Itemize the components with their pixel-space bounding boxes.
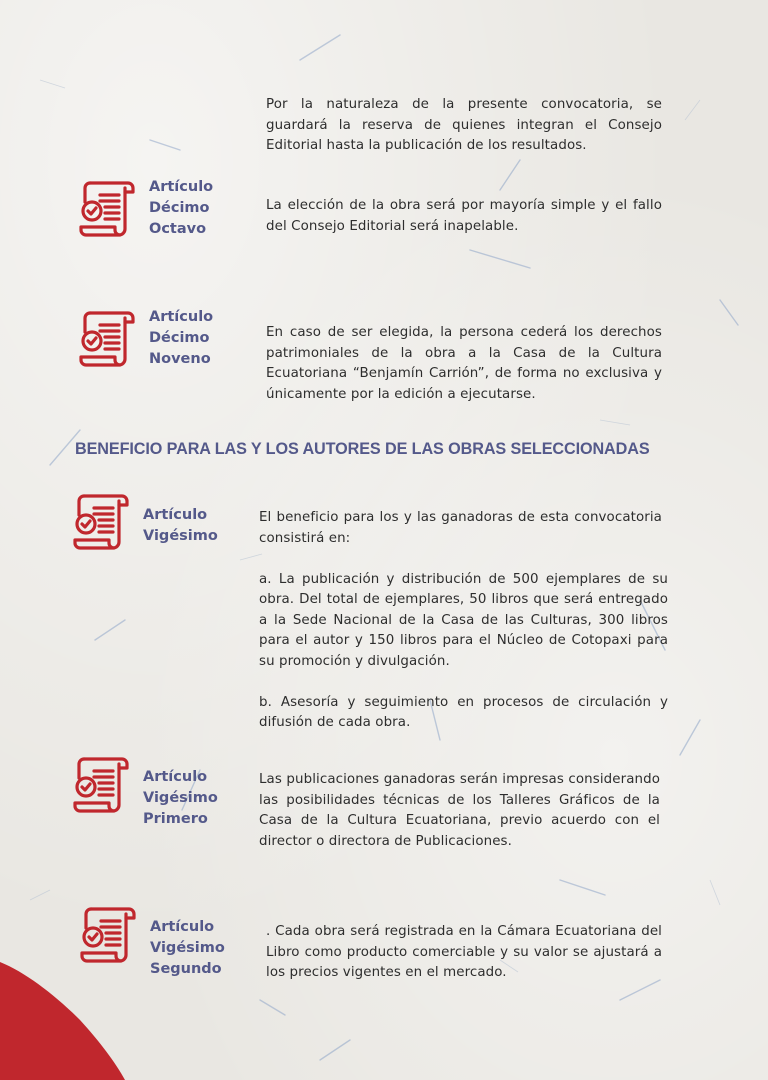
label-line: Vigésimo [150, 940, 225, 956]
article-body [259, 508, 668, 734]
article-body [266, 323, 662, 405]
label-line: Artículo [143, 507, 208, 523]
article-body [266, 922, 662, 984]
label-line: Artículo [143, 769, 208, 785]
paragraph: . Cada obra será registrada en la Cámara Ecuatoriana del Libro como producto comerciable y su valor se ajustará a los precios vigentes en el mercado. [266, 924, 662, 980]
paragraph: Las publicaciones ganadoras serán impresas considerando las posibilidades técnicas de los Talleres Gráficos de la Casa de la Cultura Ecuatoriana, previo acuerdo con el director o directora de Publicaciones. [259, 772, 660, 849]
label-line: Vigésimo [143, 790, 218, 806]
document-check-icon [72, 490, 132, 552]
document-check-icon [78, 307, 138, 369]
article-label [143, 767, 218, 830]
red-paint-corner [0, 950, 130, 1080]
label-line: Décimo [149, 330, 210, 346]
label-line: Vigésimo [143, 528, 218, 544]
article-body [266, 196, 662, 237]
paragraph: El beneficio para los y las ganadoras de esta convocatoria consistirá en: [259, 510, 662, 546]
label-line: Décimo [149, 200, 210, 216]
article-label [149, 177, 213, 240]
article-label [149, 307, 213, 370]
article-label [143, 505, 218, 547]
paragraph: a. La publicación y distribución de 500 ejemplares de su obra. Del total de ejemplares, 50 libros que será entregado a la Sede Nacional de la Casa de las Culturas, 300 libros para el autor y 150 libros para el Núcleo de Cotopaxi para su promoción y divulgación. [259, 571, 668, 669]
label-line: Segundo [150, 961, 222, 977]
label-line: Artículo [150, 919, 215, 935]
document-check-icon [78, 177, 138, 239]
label-line: Noveno [149, 351, 211, 367]
document-check-icon [72, 753, 132, 815]
document-check-icon [79, 903, 139, 965]
label-line: Artículo [149, 179, 214, 195]
paragraph: En caso de ser elegida, la persona cederá los derechos patrimoniales de la obra a la Casa de la Cultura Ecuatoriana “Benjamín Carrión”, de forma no exclusiva y únicamente por la edición a ejecutarse. [266, 325, 662, 402]
label-line: Octavo [149, 221, 207, 237]
label-line: Primero [143, 811, 208, 827]
paragraph: b. Asesoría y seguimiento en procesos de circulación y difusión de cada obra. [259, 694, 668, 730]
article-body [259, 770, 660, 852]
label-line: Artículo [149, 309, 214, 325]
section-heading: BENEFICIO PARA LAS Y LOS AUTORES DE LAS OBRAS SELECCIONADAS [75, 440, 650, 458]
article-label [150, 917, 225, 980]
intro-paragraph: Por la naturaleza de la presente convocatoria, se guardará la reserva de quienes integran el Consejo Editorial hasta la publicación de los resultados. [266, 97, 662, 153]
paragraph: La elección de la obra será por mayoría simple y el fallo del Consejo Editorial será inapelable. [266, 198, 662, 234]
